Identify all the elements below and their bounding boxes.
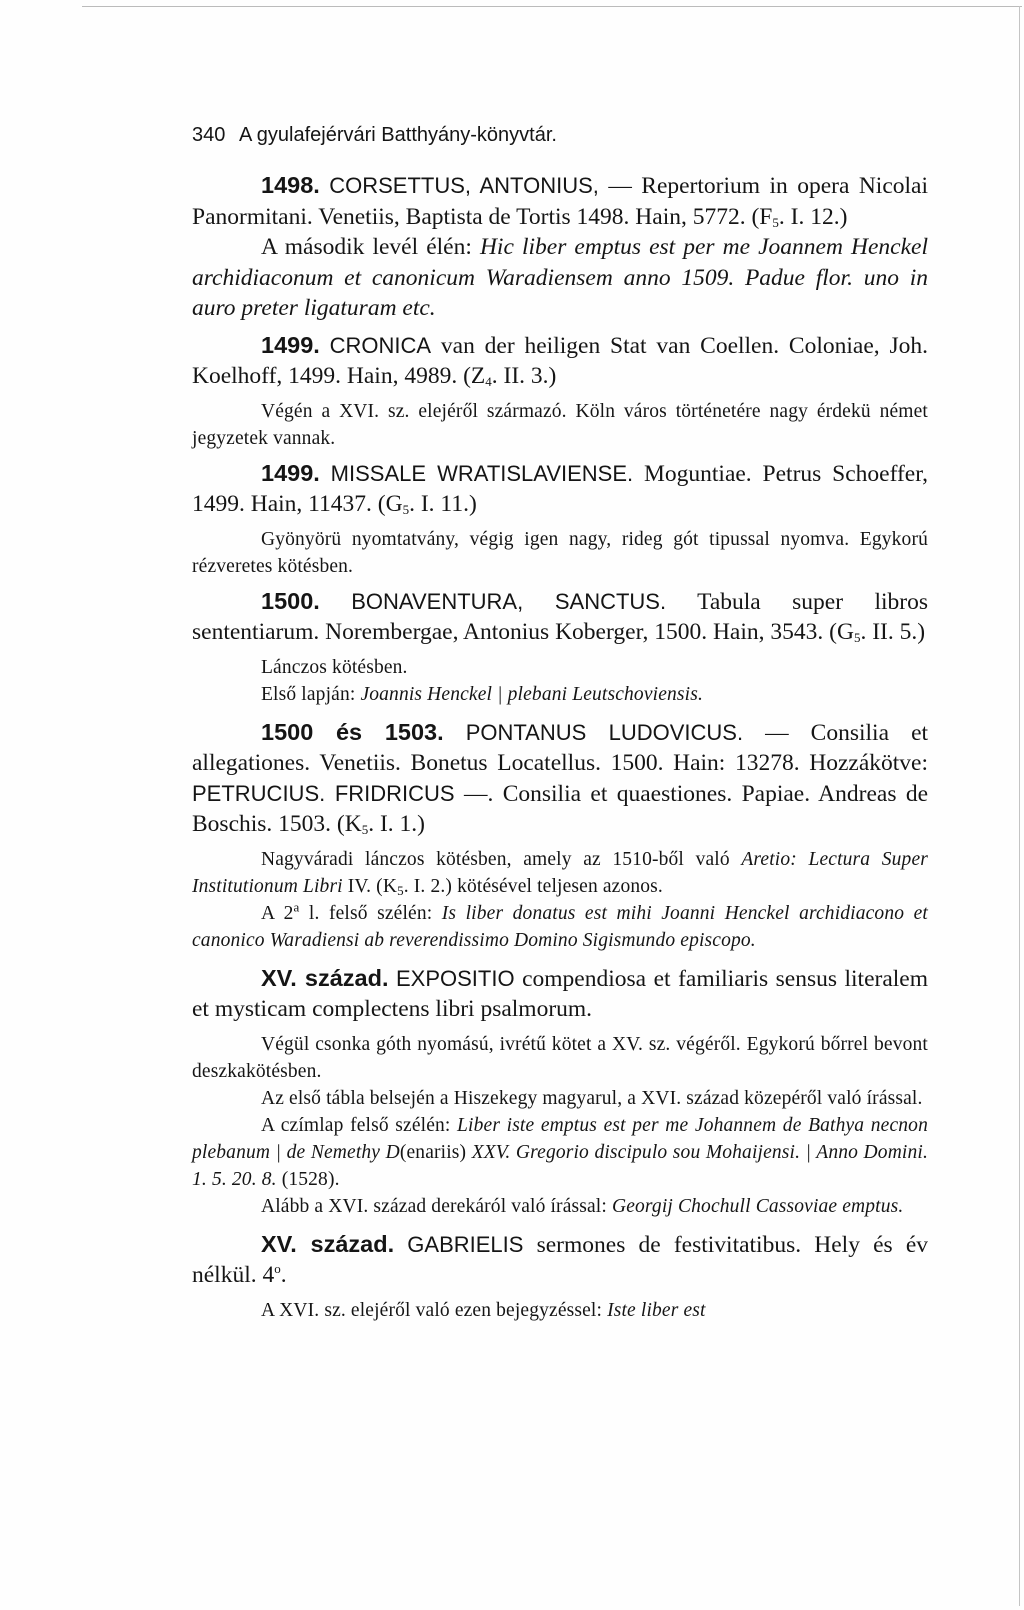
entry-body: compendiosa et familiaris sensus literalem et mysticam complectens libri psalmorum. (192, 965, 929, 1022)
entry-year: 1499. (261, 459, 320, 486)
entry-note: Gyönyörü nyomtatvány, végig igen nagy, rideg gót tipussal nyomva. Egykorú rézveretes kötésben. (192, 528, 928, 577)
note-inscription: Iste liber est (607, 1299, 706, 1321)
note-text: Első lapján: (261, 683, 361, 705)
note-text: (enariis) (399, 1141, 472, 1163)
entry-gabrielis (192, 1229, 928, 1291)
entry-body: van der heiligen Stat van Coellen. Coloniae, Joh. Koelhoff, 1499. Hain, 4989. (Z (192, 332, 928, 389)
signature-subscript: 5 (402, 502, 410, 517)
entry-missale (192, 458, 928, 520)
entry-note: Lánczos kötésben. (261, 656, 408, 678)
signature-subscript: 5 (361, 822, 369, 837)
entry-author: CORSETTUS, ANTONIUS, (329, 173, 599, 198)
signature-subscript: 5 (397, 882, 404, 898)
entry-signature: . I. 12.) (778, 203, 848, 230)
page-number: 340 (192, 124, 226, 146)
superscript: a (293, 899, 300, 914)
entry-note (192, 846, 928, 900)
entry-year: XV. század. (261, 1230, 395, 1257)
entry-author-2: PETRUCIUS. FRIDRICUS (192, 780, 455, 806)
entry-note (192, 900, 928, 954)
note-inscription: Georgij Chochull Cassoviae emptus. (611, 1195, 904, 1217)
signature-subscript: 4 (485, 374, 492, 389)
entry-tail: . (280, 1262, 287, 1288)
note-text: IV. (K (342, 875, 398, 897)
note-text: A 2 (261, 902, 294, 924)
entry-note: Végén a XVI. sz. elejéről származó. Köln város történetére nagy érdekü német jegyzetek vannak. (192, 400, 928, 449)
entry-signature: . II. 3.) (491, 363, 557, 389)
note-text: A czímlap felső szélén: (261, 1114, 458, 1136)
entry-note (192, 232, 928, 324)
entry-note (192, 1193, 928, 1220)
entry-body: sermones de festivitatibus. Hely és év nélkül. 4 (192, 1231, 929, 1288)
note-title: Aretio: Lectura Super Institutionum Libri (192, 848, 928, 897)
entry-note (192, 681, 928, 708)
entry-signature: . I. 1.) (368, 811, 426, 837)
note-inscription: Liber iste emptus est per me Johannem de Bathya necnon plebanum | de Nemethy D (192, 1114, 928, 1163)
entry-body-2: —. Consilia et quaestiones. Papiae. Andreas de Boschis. 1503. (K (192, 780, 928, 837)
signature-subscript: 5 (853, 630, 861, 645)
note-inscription: Hic liber emptus est per me Joannem Henckel archidiaconum et canonicum Waradiensem anno 1509. Padue flor. uno in auro preter ligaturam etc. (192, 234, 928, 321)
running-title: A gyulafejérvári Batthyány-könyvtár. (239, 124, 557, 146)
entry-note: Végül csonka góth nyomású, ivrétű kötet a XV. sz. végéről. Egykorú bőrrel bevont deszkakötésben. (192, 1033, 928, 1082)
entry-body: — Consilia et allegationes. Venetiis. Bonetus Locatellus. 1500. Hain: 13278. Hozzákötve: (192, 719, 929, 776)
note-inscription: Is liber donatus est mihi Joanni Henckel archidiacono et canonico Waradiensi ab reverendissimo Domino Sigismundo episcopo. (192, 902, 928, 951)
entry-signature: . II. 5.) (860, 619, 926, 645)
note-text: (1528). (276, 1168, 340, 1190)
entry-author: MISSALE WRATISLAVIENSE. (330, 460, 634, 486)
entry-year: 1499. (261, 331, 320, 358)
entry-year: 1498. (261, 172, 320, 198)
note-inscription: XXV. Gregorio discipulo sou Mohaijensi. | Anno Domini. 1. 5. 20. 8. (192, 1141, 928, 1190)
signature-subscript: 5 (772, 214, 779, 230)
entry-author: EXPOSITIO (396, 965, 515, 991)
note-text: Alább a XVI. század derekáról való írással: (261, 1195, 612, 1217)
note-text: A második levél élén: (261, 234, 480, 260)
entry-signature: . I. 11.) (409, 491, 477, 517)
entry-expositio (192, 963, 928, 1025)
book-page (192, 120, 929, 1321)
entry-corsettus (192, 170, 928, 232)
entry-body: Moguntiae. Petrus Schoeffer, 1499. Hain, 11437. (G (192, 460, 928, 517)
note-text: l. felső szélén: (299, 902, 442, 924)
entry-year: 1500 és 1503. (261, 718, 444, 745)
note-text: Nagyváradi lánczos kötésben, amely az 1510-ből való (261, 848, 742, 870)
entry-body: Tabula super libros sententiarum. Norembergae, Antonius Koberger, 1500. Hain, 3543. (G (192, 588, 928, 645)
entry-cronica (192, 330, 928, 392)
entry-year: 1500. (261, 587, 320, 614)
entry-body: — Repertorium in opera Nicolai Panormitani. Venetiis, Baptista de Tortis 1498. Hain, 5772. (F (192, 173, 928, 230)
note-text: . I. 2.) kötésével teljesen azonos. (403, 875, 663, 897)
top-border-line (82, 6, 1022, 7)
note-text: A XVI. sz. elejéről való ezen bejegyzéssel: (261, 1299, 608, 1321)
entry-author: CRONICA (329, 332, 432, 358)
entry-pontanus (192, 717, 928, 840)
superscript: o (274, 1261, 281, 1277)
entry-bonaventura (192, 586, 928, 648)
catalog-entries (192, 170, 928, 1324)
entry-note: Az első tábla belsején a Hiszekegy magyarul, a XVI. század közepéről való írással. (261, 1087, 923, 1109)
entry-author: GABRIELIS (407, 1231, 524, 1257)
right-border-line (1019, 6, 1020, 1606)
entry-note (192, 1112, 928, 1193)
entry-note (192, 1297, 928, 1324)
entry-year: XV. század. (261, 964, 389, 991)
entry-author: PONTANUS LUDOVICUS. (465, 719, 744, 745)
note-inscription: Joannis Henckel | plebani Leutschoviensis. (360, 683, 703, 705)
page-header (192, 120, 928, 156)
entry-author: BONAVENTURA, SANCTUS. (351, 588, 667, 614)
